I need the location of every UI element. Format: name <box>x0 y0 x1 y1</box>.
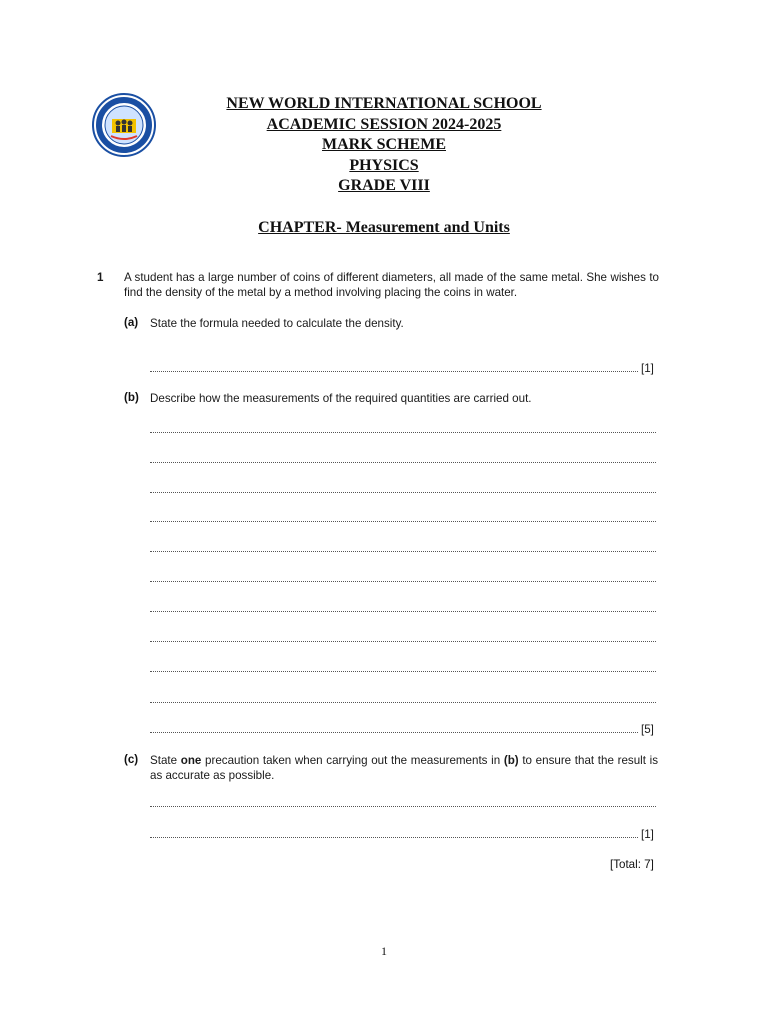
total-marks: [Total: 7] <box>610 858 654 871</box>
part-c-marks: [1] <box>641 828 654 841</box>
page-number: 1 <box>381 944 387 958</box>
answer-line[interactable] <box>150 462 656 463</box>
part-b-text: Describe how the measurements of the required quantities are carried out. <box>150 392 532 405</box>
answer-line[interactable] <box>150 521 656 522</box>
answer-line[interactable] <box>150 492 656 493</box>
answer-line[interactable] <box>150 432 656 433</box>
answer-line[interactable] <box>150 702 656 703</box>
answer-line[interactable] <box>150 611 656 612</box>
part-a-text: State the formula needed to calculate the density. <box>150 317 404 330</box>
academic-session: ACADEMIC SESSION 2024-2025 <box>266 115 502 133</box>
grade-level: GRADE VIII <box>338 177 430 194</box>
document-header <box>0 94 768 197</box>
part-c-text-bold: one <box>180 754 202 767</box>
subject-name: PHYSICS <box>349 156 419 174</box>
part-a-label: (a) <box>124 316 139 329</box>
part-c-text-after: precaution taken when carrying out the measurements in <box>201 754 504 767</box>
answer-line[interactable] <box>150 837 638 838</box>
part-b-marks: [5] <box>641 723 654 736</box>
answer-line[interactable] <box>150 732 638 733</box>
part-c-label: (c) <box>124 753 139 766</box>
answer-line[interactable] <box>150 806 656 807</box>
part-c-text-end: to ensure that the result is as accurate as possible. <box>150 754 658 782</box>
part-c-text-before: State <box>150 754 181 767</box>
answer-line[interactable] <box>150 581 656 582</box>
part-c-text <box>150 753 658 783</box>
answer-line[interactable] <box>150 671 656 672</box>
question-stem: A student has a large number of coins of different diameters, all made of the same metal. She wishes to find the density of the metal by a method involving placing the coins in water. <box>124 271 659 299</box>
part-c-text-ref: (b) <box>503 754 519 767</box>
school-name: NEW WORLD INTERNATIONAL SCHOOL <box>226 95 542 112</box>
document-type: MARK SCHEME <box>322 136 446 153</box>
part-b-label: (b) <box>124 391 139 404</box>
question-number: 1 <box>97 271 104 284</box>
chapter-title: CHAPTER- Measurement and Units <box>258 219 510 236</box>
answer-line[interactable] <box>150 551 656 552</box>
answer-line[interactable] <box>150 371 638 372</box>
answer-line[interactable] <box>150 641 656 642</box>
part-a-marks: [1] <box>641 362 654 375</box>
